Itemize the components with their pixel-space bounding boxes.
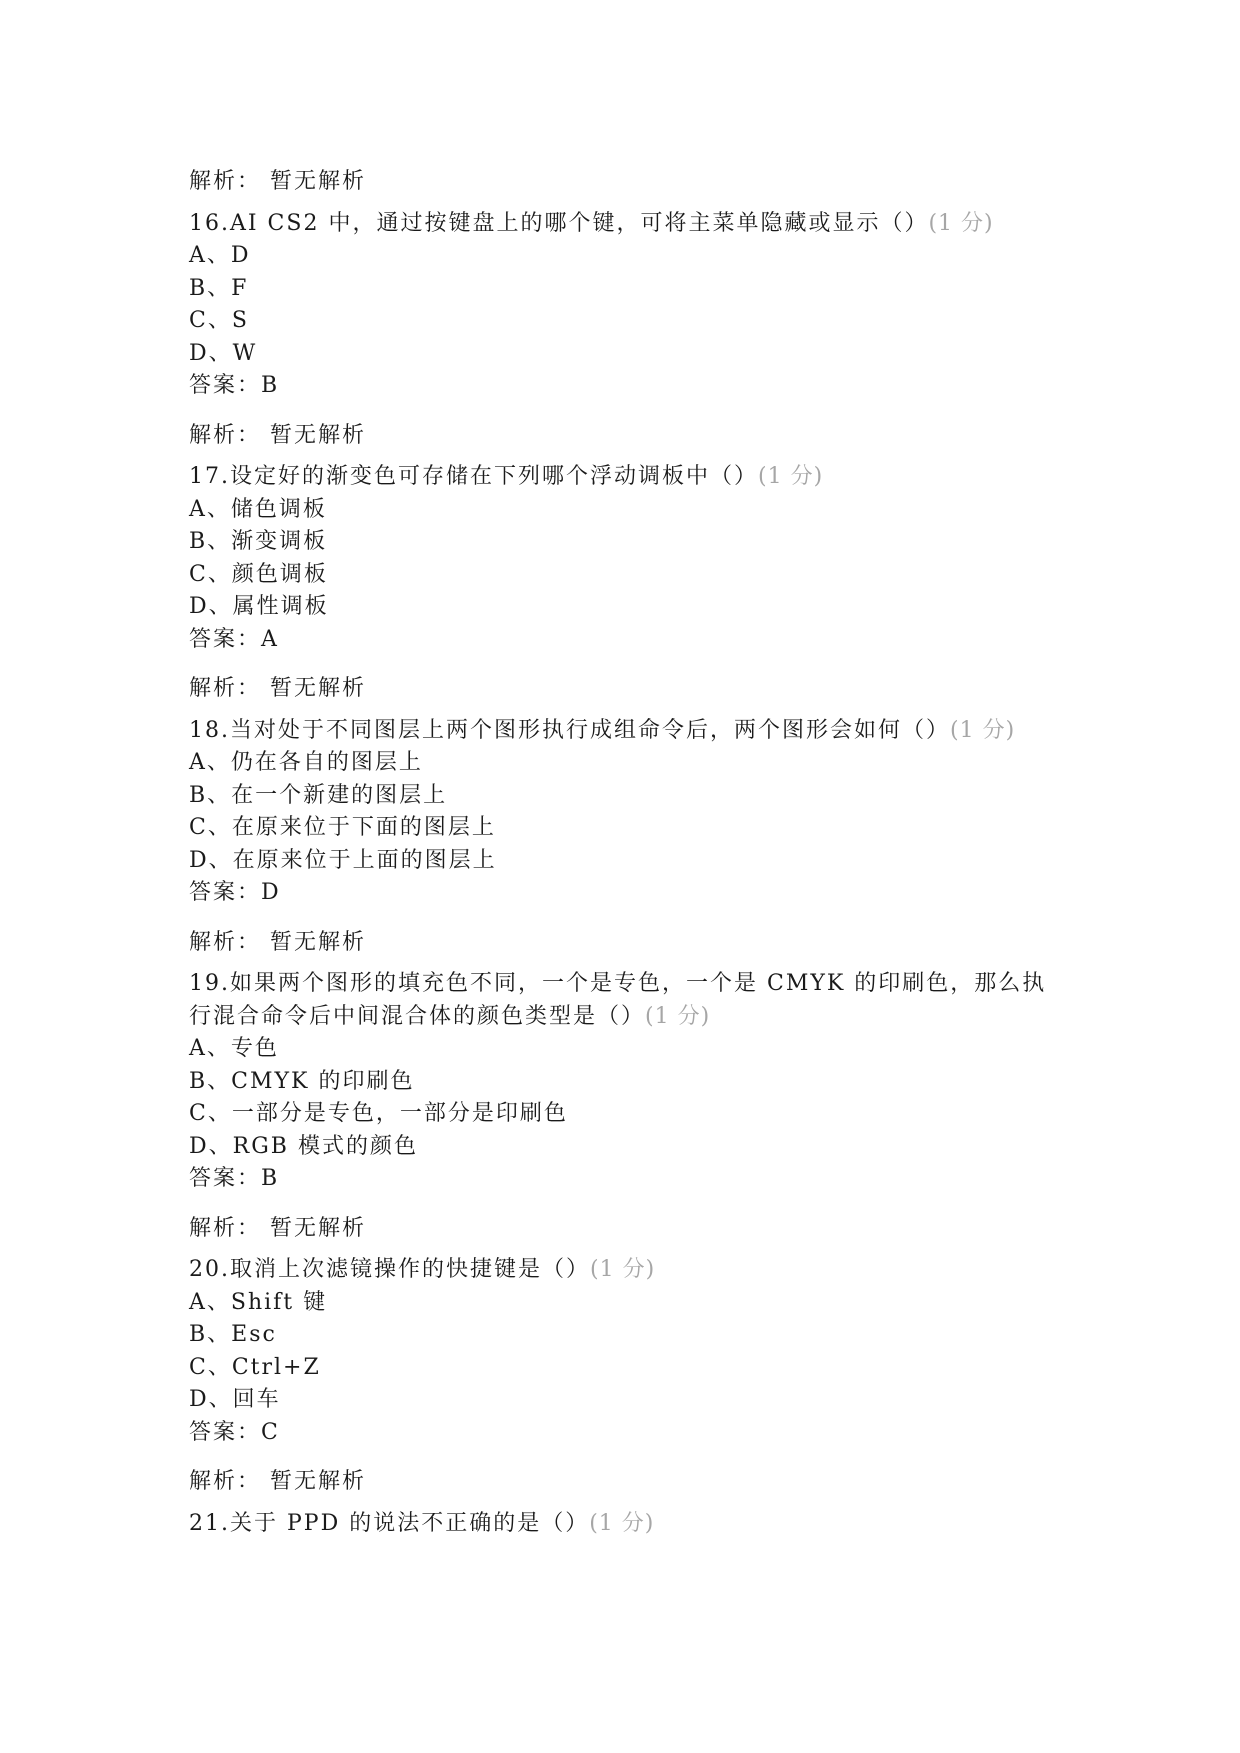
question-18 (189, 715, 1069, 960)
option-d: D、在原来位于上面的图层上 (189, 847, 497, 873)
question-score: (1 分) (928, 210, 994, 236)
question-stem (189, 1254, 1069, 1287)
option-d: D、RGB 模式的颜色 (189, 1133, 418, 1159)
option-b: B、在一个新建的图层上 (189, 782, 448, 808)
answer-line (189, 877, 1069, 910)
option-a: A、D (189, 243, 251, 268)
analysis-label: 解析： (189, 422, 262, 448)
option-c: C、Ctrl+Z (189, 1354, 321, 1380)
analysis-line (189, 166, 1069, 199)
analysis-line (189, 420, 1069, 453)
question-score: (1 分) (590, 1257, 656, 1282)
answer-line (189, 370, 1069, 403)
question-20 (189, 1254, 1069, 1499)
option-d: D、W (189, 340, 258, 366)
analysis-text: 暂无解析 (270, 929, 367, 955)
analysis-label: 解析： (189, 1469, 262, 1494)
option-b: B、CMYK 的印刷色 (189, 1068, 415, 1094)
option-d: D、属性调板 (189, 594, 329, 619)
analysis-line (189, 1466, 1069, 1499)
answer-value: D (261, 880, 281, 905)
analysis-text: 暂无解析 (270, 676, 367, 701)
option-b: B、Esc (189, 1322, 277, 1347)
question-stem (189, 461, 1069, 494)
analysis-line (189, 673, 1069, 706)
option-b: B、渐变调板 (189, 529, 328, 554)
option-c: C、颜色调板 (189, 561, 328, 587)
question-stem-line-2 (189, 1001, 1069, 1034)
analysis-label: 解析： (189, 1215, 262, 1241)
option-c: C、S (189, 308, 249, 333)
question-stem-line-1: 19.如果两个图形的填充色不同，一个是专色，一个是 CMYK 的印刷色，那么执 (189, 971, 1047, 996)
analysis-text: 暂无解析 (270, 169, 367, 194)
answer-line (189, 1417, 1069, 1450)
question-text: 行混合命令后中间混合体的颜色类型是（） (189, 1003, 646, 1029)
question-score: (1 分) (758, 464, 824, 489)
analysis-text: 暂无解析 (270, 1469, 367, 1494)
question-16 (189, 208, 1069, 453)
option-c: C、在原来位于下面的图层上 (189, 815, 496, 840)
analysis-label: 解析： (189, 929, 262, 955)
question-stem (189, 208, 1069, 241)
analysis-label: 解析： (189, 169, 262, 194)
option-a: A、Shift 键 (189, 1289, 328, 1315)
option-a: A、仍在各自的图层上 (189, 750, 423, 775)
answer-line (189, 624, 1069, 657)
question-stem (189, 715, 1069, 748)
answer-label: 答案： (189, 1166, 262, 1191)
option-a: A、储色调板 (189, 496, 327, 522)
option-a: A、专色 (189, 1036, 279, 1061)
question-stem (189, 1508, 1069, 1541)
question-text: 21.关于 PPD 的说法不正确的是（） (189, 1510, 590, 1536)
question-text: 16.AI CS2 中，通过按键盘上的哪个键，可将主菜单隐藏或显示（） (189, 210, 929, 236)
answer-label: 答案： (189, 880, 262, 905)
question-text: 20.取消上次滤镜操作的快捷键是（） (189, 1257, 590, 1282)
option-d: D、回车 (189, 1387, 281, 1412)
answer-label: 答案： (189, 626, 262, 652)
question-text: 17.设定好的渐变色可存储在下列哪个浮动调板中（） (189, 464, 758, 489)
option-c: C、一部分是专色，一部分是印刷色 (189, 1101, 568, 1126)
question-score: (1 分) (589, 1510, 655, 1536)
answer-value: A (261, 626, 279, 652)
analysis-line (189, 927, 1069, 960)
analysis-line (189, 1213, 1069, 1246)
page-content (189, 166, 1069, 1540)
option-b: B、F (189, 275, 249, 301)
question-17 (189, 461, 1069, 706)
question-score: (1 分) (950, 717, 1016, 743)
question-score: (1 分) (645, 1003, 711, 1029)
analysis-text: 暂无解析 (270, 1215, 367, 1241)
question-text: 18.当对处于不同图层上两个图形执行成组命令后，两个图形会如何（） (189, 717, 950, 743)
answer-value: B (261, 373, 280, 398)
analysis-label: 解析： (189, 676, 262, 701)
answer-value: C (261, 1419, 280, 1445)
answer-label: 答案： (189, 1419, 262, 1445)
answer-line (189, 1163, 1069, 1196)
answer-label: 答案： (189, 373, 262, 398)
analysis-text: 暂无解析 (270, 422, 367, 448)
question-21 (189, 1508, 1069, 1541)
question-19 (189, 968, 1069, 1245)
answer-value: B (261, 1166, 280, 1191)
